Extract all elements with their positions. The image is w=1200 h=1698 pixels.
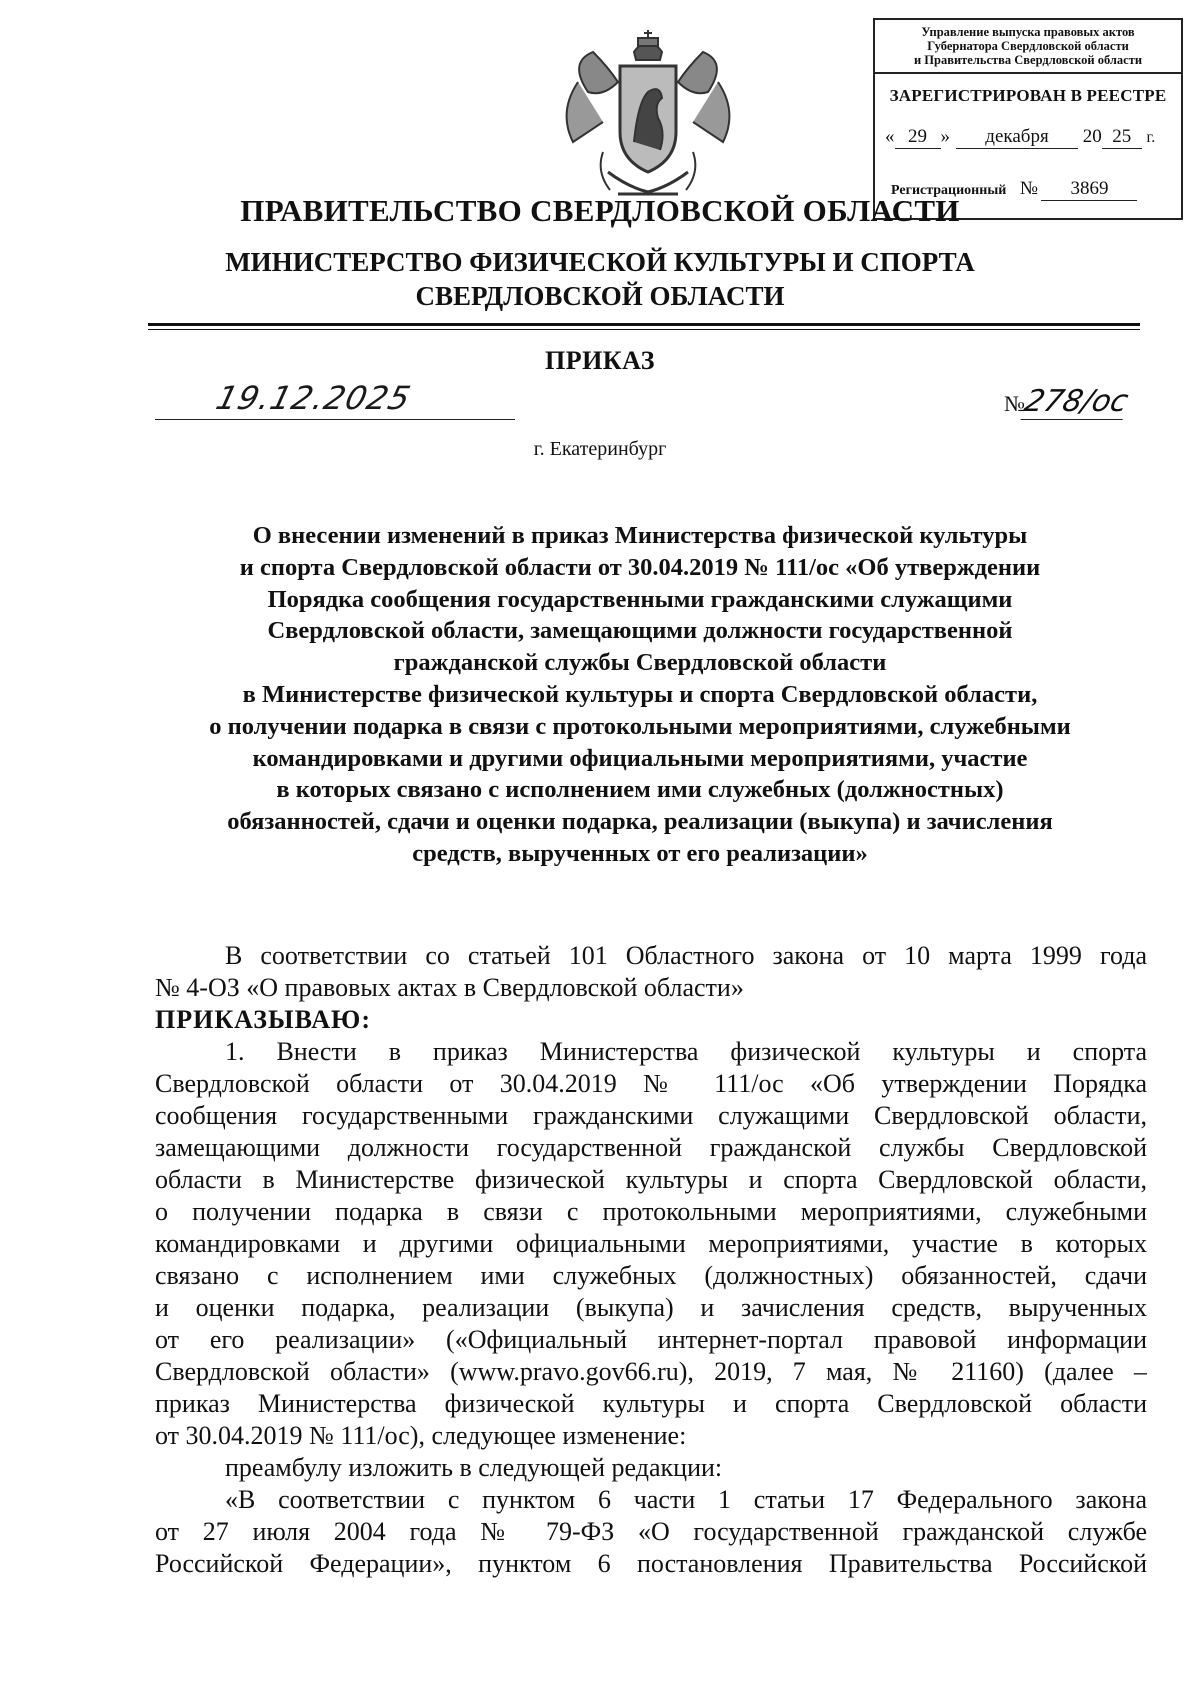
item1-line: приказ Министерства физической культуры и спорта Свердловской области (155, 1389, 1147, 1418)
quote-line: от 27 июля 2004 года № 79-ФЗ «О государственной гражданской службе (155, 1517, 1147, 1546)
subject-line: в которых связано с исполнением ими служебных (должностных) (276, 776, 1004, 804)
subject-line: средств, вырученных от его реализации» (412, 839, 868, 867)
item1-line: замещающими должности государственной гражданской службы Свердловской (155, 1133, 1147, 1162)
subject-line: Свердловской области, замещающими должности государственной (267, 617, 1013, 645)
order-date-line (155, 379, 515, 420)
stamp-year-prefix: 20 (1082, 126, 1102, 147)
stamp-header-line-2: Губернатора Свердловской области (927, 39, 1129, 53)
subject-line: и спорта Свердловской области от 30.04.2019 № 111/ос «Об утверждении (239, 553, 1041, 581)
ministry-title-line-2: СВЕРДЛОВСКОЙ ОБЛАСТИ (415, 281, 785, 311)
preamble-edit-line: преамбулу изложить в следующей редакции: (225, 1453, 723, 1482)
order-number-handwritten: 278/ос (1020, 384, 1132, 419)
item1-line: командировками и другими официальными мероприятиями, участие в которых (155, 1229, 1147, 1258)
stamp-header-line-1: Управление выпуска правовых актов (921, 25, 1135, 39)
government-title: ПРАВИТЕЛЬСТВО СВЕРДЛОВСКОЙ ОБЛАСТИ (240, 193, 960, 228)
subject-line: командировками и другими официальными мероприятиями, участие (252, 744, 1028, 772)
stamp-reg-no-sign: № (1019, 178, 1038, 199)
stamp-year-unit: г. (1146, 129, 1156, 146)
item1-line: области в Министерстве физической культуры и спорта Свердловской области, (155, 1165, 1147, 1194)
subject-line: Порядка сообщения государственными гражданскими служащими (267, 585, 1013, 613)
ministry-title (0, 245, 1200, 313)
stamp-month: декабря (956, 126, 1078, 149)
stamp-date: « 29 » декабря 20 25 г. (885, 126, 1156, 147)
item1-line: сообщения государственными гражданскими служащими Свердловской области, (155, 1101, 1147, 1130)
doc-type-title: ПРИКАЗ (544, 346, 656, 375)
subject-line: О внесении изменений в приказ Министерства физической культуры (252, 522, 1028, 549)
quote-line: «В соответствии с пунктом 6 части 1 статьи 17 Федерального закона (225, 1485, 1147, 1514)
stamp-header-line-3: и Правительства Свердловской области (913, 53, 1143, 67)
stamp-registered-label: ЗАРЕГИСТРИРОВАН В РЕЕСТРЕ (889, 86, 1167, 105)
city-label: г. Екатеринбург (533, 438, 667, 460)
item1-line: от его реализации» («Официальный интернет-портал правовой информации (155, 1325, 1147, 1354)
stamp-reg-number: 3869 (1041, 178, 1137, 201)
registration-stamp (873, 18, 1183, 220)
item1-line: и оценки подарка, реализации (выкупа) и зачисления средств, вырученных (155, 1293, 1147, 1322)
stamp-day: 29 (895, 126, 941, 149)
subject-line: гражданской службы Свердловской области (393, 649, 887, 677)
stamp-header (875, 20, 1181, 74)
item1-line: от 30.04.2019 № 111/ос), следующее изменение: (155, 1421, 687, 1450)
quote-line: Российской Федерации», пунктом 6 постановления Правительства Российской (155, 1549, 1147, 1578)
stamp-year-suffix: 25 (1102, 126, 1142, 149)
item1-line: связано с исполнением ими служебных (должностных) обязанностей, сдачи (155, 1261, 1147, 1290)
order-word: ПРИКАЗЫВАЮ: (155, 1005, 371, 1034)
item1-line: Свердловской области» (www.pravo.gov66.ru), 2019, 7 мая, № 21160) (далее – (155, 1357, 1147, 1386)
order-number (1004, 384, 1132, 420)
preamble-line-2: № 4-ОЗ «О правовых актах в Свердловской области» (155, 973, 744, 1002)
order-body (155, 940, 1147, 1580)
order-date-handwritten: 19.12.2025 (212, 379, 415, 417)
preamble-line-1: В соответствии со статьей 101 Областного закона от 10 марта 1999 года (225, 941, 1147, 970)
ministry-title-line-1: МИНИСТЕРСТВО ФИЗИЧЕСКОЙ КУЛЬТУРЫ И СПОРТА (225, 247, 975, 277)
subject-line: о получении подарка в связи с протокольными мероприятиями, служебными (209, 712, 1071, 740)
subject-line: в Министерстве физической культуры и спорта Свердловской области, (242, 680, 1038, 708)
order-subject (140, 520, 1140, 870)
item1-line: 1. Внести в приказ Министерства физической культуры и спорта (225, 1037, 1147, 1066)
header-rule-thin (148, 329, 1140, 330)
subject-line: обязанностей, сдачи и оценки подарка, реализации (выкупа) и зачисления (227, 808, 1053, 836)
coat-of-arms-icon (548, 22, 748, 204)
header-rule-thick (148, 323, 1140, 326)
item1-line: Свердловской области от 30.04.2019 № 111/ос «Об утверждении Порядка (155, 1069, 1147, 1098)
item1-line: о получении подарка в связи с протокольными мероприятиями, служебными (155, 1197, 1147, 1226)
order-number-sign: № (1004, 391, 1025, 416)
stamp-reg-label: Регистрационный (891, 183, 1007, 198)
